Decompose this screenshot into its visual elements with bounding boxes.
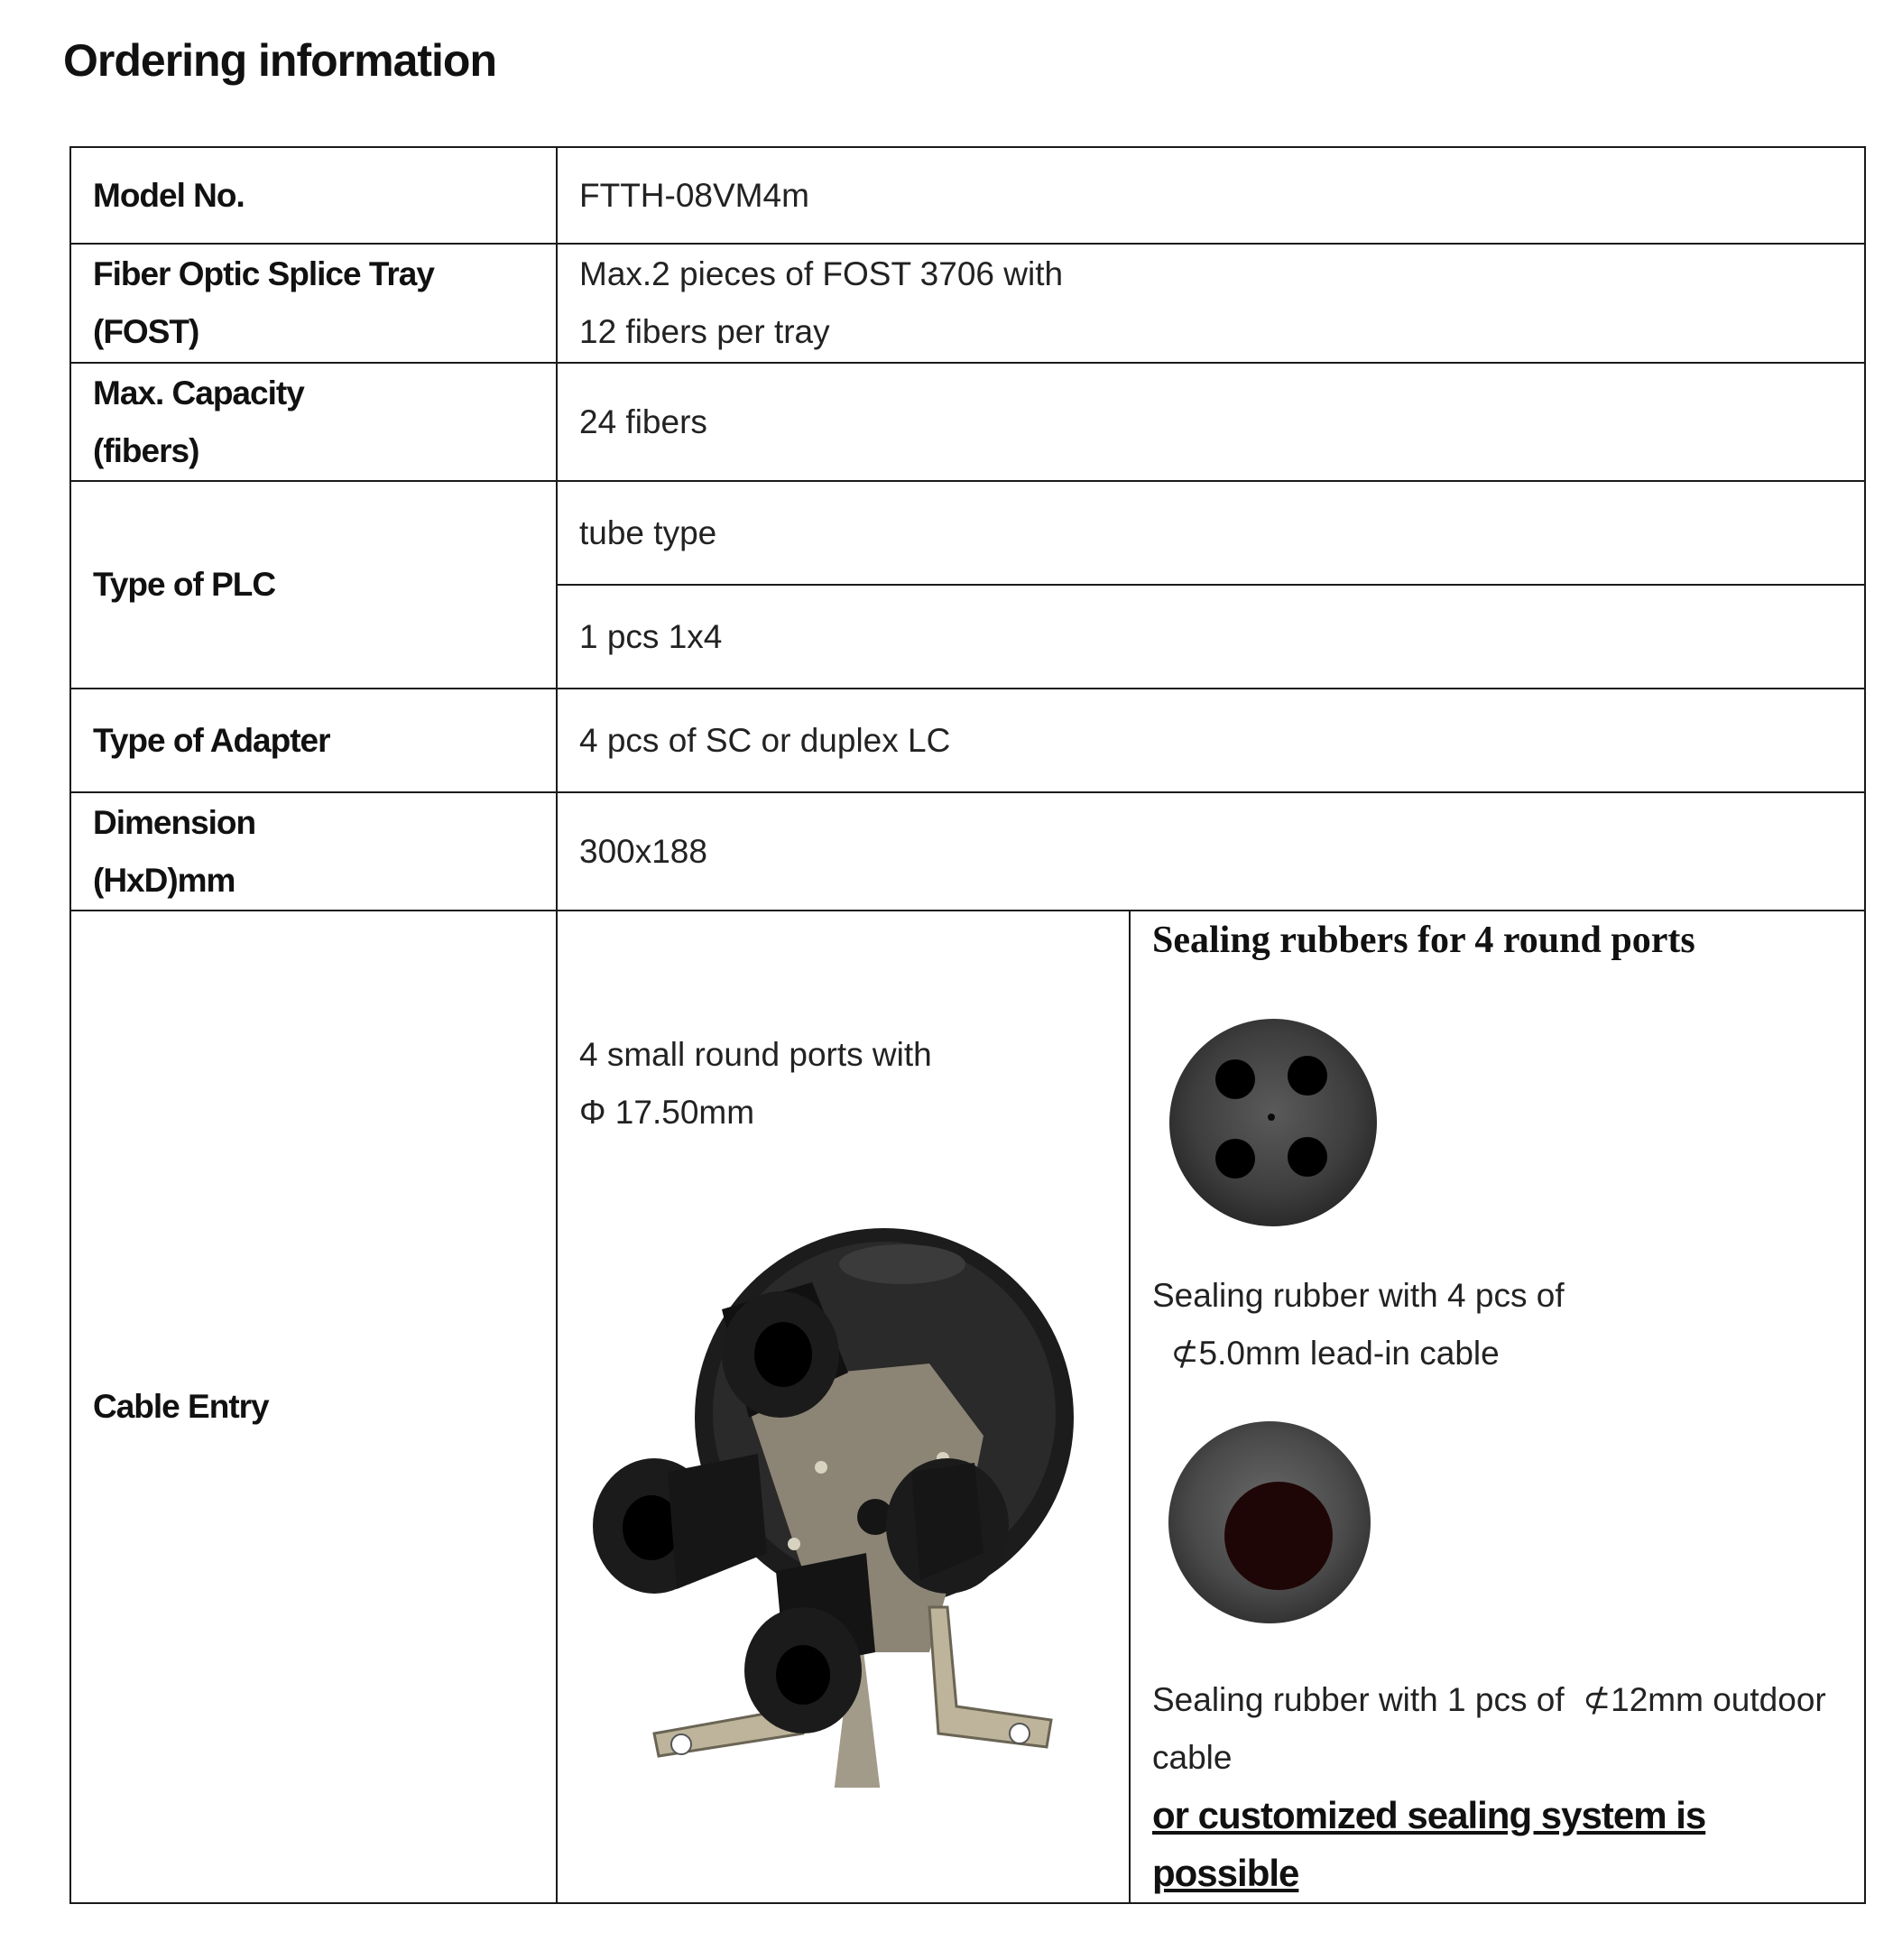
row-cable-entry — [70, 911, 1865, 1903]
capacity-label-line-1: Max. Capacity — [93, 374, 304, 411]
sealing-title: Sealing rubbers for 4 round ports — [1152, 920, 1695, 961]
plc-value-splitter: 1 pcs 1x4 — [557, 585, 1865, 689]
cable-entry-sealing — [1130, 911, 1865, 1903]
ports-line-2: Φ 17.50mm — [579, 1094, 755, 1131]
fost-value — [557, 244, 1865, 363]
rubber-1-line-1: Sealing rubber with 1 pcs of ⊄12mm outdoor — [1152, 1681, 1826, 1718]
page-title: Ordering information — [63, 35, 496, 86]
model-value: FTTH-08VM4m — [557, 147, 1865, 244]
plc-value-tube: tube type — [557, 481, 1865, 585]
custom-sealing-line-2: possible — [1152, 1852, 1299, 1894]
plc-label: Type of PLC — [70, 481, 557, 689]
fost-label-line-2: (FOST) — [93, 313, 199, 350]
fost-label-line-1: Fiber Optic Splice Tray — [93, 255, 434, 292]
model-label: Model No. — [70, 147, 557, 244]
row-adapter — [70, 689, 1865, 792]
dimension-value: 300x188 — [557, 792, 1865, 911]
ports-line-1: 4 small round ports with — [579, 1036, 932, 1073]
cable-entry-ports — [557, 911, 1130, 1903]
row-plc-1 — [70, 481, 1865, 585]
fost-value-line-2: 12 fibers per tray — [579, 313, 830, 350]
row-dimension — [70, 792, 1865, 911]
capacity-value: 24 fibers — [557, 363, 1865, 481]
rubber-4-port-photo — [1156, 1005, 1390, 1240]
adapter-label: Type of Adapter — [70, 689, 557, 792]
custom-sealing-line-1: or customized sealing system is — [1152, 1794, 1706, 1836]
row-model — [70, 147, 1865, 244]
dimension-label — [70, 792, 557, 911]
cable-entry-photo — [586, 1228, 1092, 1788]
ordering-table — [69, 146, 1866, 1904]
capacity-label — [70, 363, 557, 481]
fost-label — [70, 244, 557, 363]
cable-entry-label: Cable Entry — [70, 911, 557, 1903]
rubber-4-line-2: ⊄5.0mm lead-in cable — [1152, 1335, 1500, 1372]
row-capacity — [70, 363, 1865, 481]
rubber-1-port-photo — [1152, 1410, 1387, 1635]
capacity-label-line-2: (fibers) — [93, 431, 199, 469]
row-fost — [70, 244, 1865, 363]
fost-value-line-1: Max.2 pieces of FOST 3706 with — [579, 255, 1064, 292]
adapter-value: 4 pcs of SC or duplex LC — [557, 689, 1865, 792]
rubber-1-line-2: cable — [1152, 1739, 1233, 1776]
dimension-label-line-1: Dimension — [93, 803, 256, 841]
rubber-4-line-1: Sealing rubber with 4 pcs of — [1152, 1277, 1565, 1314]
dimension-label-line-2: (HxD)mm — [93, 861, 235, 899]
